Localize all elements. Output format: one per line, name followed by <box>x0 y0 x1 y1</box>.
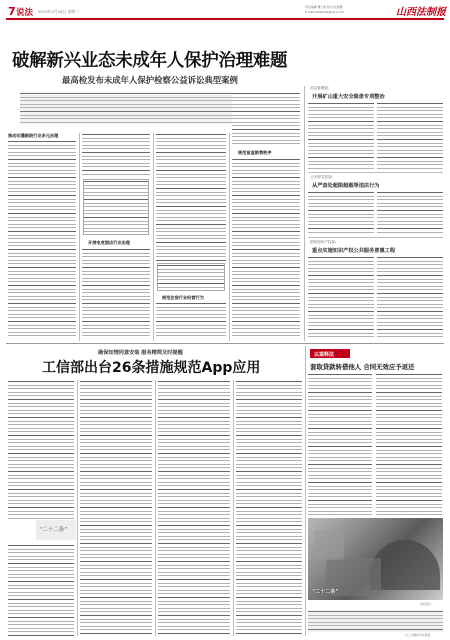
brand-logo: 山西法制报 <box>396 7 446 18</box>
brief-2-kicker: 公安部交管局: <box>310 175 333 179</box>
section-name: 说法 <box>16 8 34 18</box>
brief-2-col-b <box>377 191 443 235</box>
brief-2-col-a <box>308 191 374 235</box>
sidebar-tag-text: “二十二条” <box>39 527 68 533</box>
lead-col-3 <box>156 133 226 263</box>
news-photo <box>308 518 443 600</box>
column-col-b <box>376 373 442 515</box>
lead-subheadline: 最高检发布未成年人保护检察公益诉讼典型案例 <box>62 75 238 85</box>
column-title: 套取贷款转借他人 合同无效应予返还 <box>310 363 415 371</box>
sidebar-tag <box>36 520 76 540</box>
lead-col-2-box <box>83 179 149 235</box>
lead-section-2: 开展电竞酒店行业治理 <box>88 240 130 245</box>
photo-caption-overlay: “二十二条” <box>312 589 339 595</box>
masthead <box>0 0 450 22</box>
lead-col-2 <box>82 133 150 177</box>
app-col-2 <box>80 380 152 636</box>
lead-section-3: 规范住宿行业经营行为 <box>162 295 204 300</box>
lead-section-1: 推动动漫剧院行业多元治理 <box>8 133 59 138</box>
page-number: 7 <box>8 5 16 18</box>
app-story-kicker: 确保知情同意安装 服务精简及时提醒 <box>98 350 183 356</box>
brief-1-title: 开展矿山重大安全隐患专项整治 <box>312 94 385 100</box>
app-col-1b <box>8 544 74 636</box>
app-col-3 <box>158 380 230 636</box>
lead-col-2b <box>82 248 150 338</box>
app-col-1 <box>8 380 74 520</box>
brief-1-kicker: 应急管理部: <box>310 86 330 90</box>
brief-1-col-a <box>308 102 374 170</box>
brief-3-col-b <box>377 256 443 340</box>
bottom-caption: 以上为据新华社报道 <box>405 633 431 637</box>
image-credit: 资料图片 <box>420 602 432 606</box>
brief-1-col-b <box>377 102 443 170</box>
lead-col-3-box <box>157 263 225 291</box>
lead-section-4: 规范盲盒销售秩序 <box>238 150 272 155</box>
brief-3-title: 重点实施知识产权公共服务普惠工程 <box>312 248 396 254</box>
masthead-rule <box>6 18 444 20</box>
lead-col-1 <box>8 140 76 336</box>
brief-2-title: 从严查处超限超载等违法行为 <box>312 183 380 189</box>
app-story-headline: 工信部出台26条措施规范App应用 <box>42 360 261 376</box>
app-col-4 <box>236 380 302 636</box>
lead-col-4b <box>232 158 300 338</box>
lead-headline: 破解新兴业态未成年人保护治理难题 <box>12 51 288 71</box>
brief-3-col-a <box>308 256 374 340</box>
column-label-box <box>310 349 350 358</box>
brief-3-kicker: 国家知识产权局: <box>310 240 337 244</box>
lead-col-4 <box>232 92 300 147</box>
issue-date: 2023年2月28日 星期二 <box>38 9 79 14</box>
column-label: 以案释法 <box>314 351 335 358</box>
column-col-a <box>308 373 372 515</box>
email-line: E-mail:sofabao9@sina.com <box>305 10 345 14</box>
lead-col-3b <box>156 302 226 338</box>
editor-line: 责任编辑:曹红艳 校对:张丽雅 <box>305 5 343 9</box>
bottom-note <box>308 610 443 632</box>
